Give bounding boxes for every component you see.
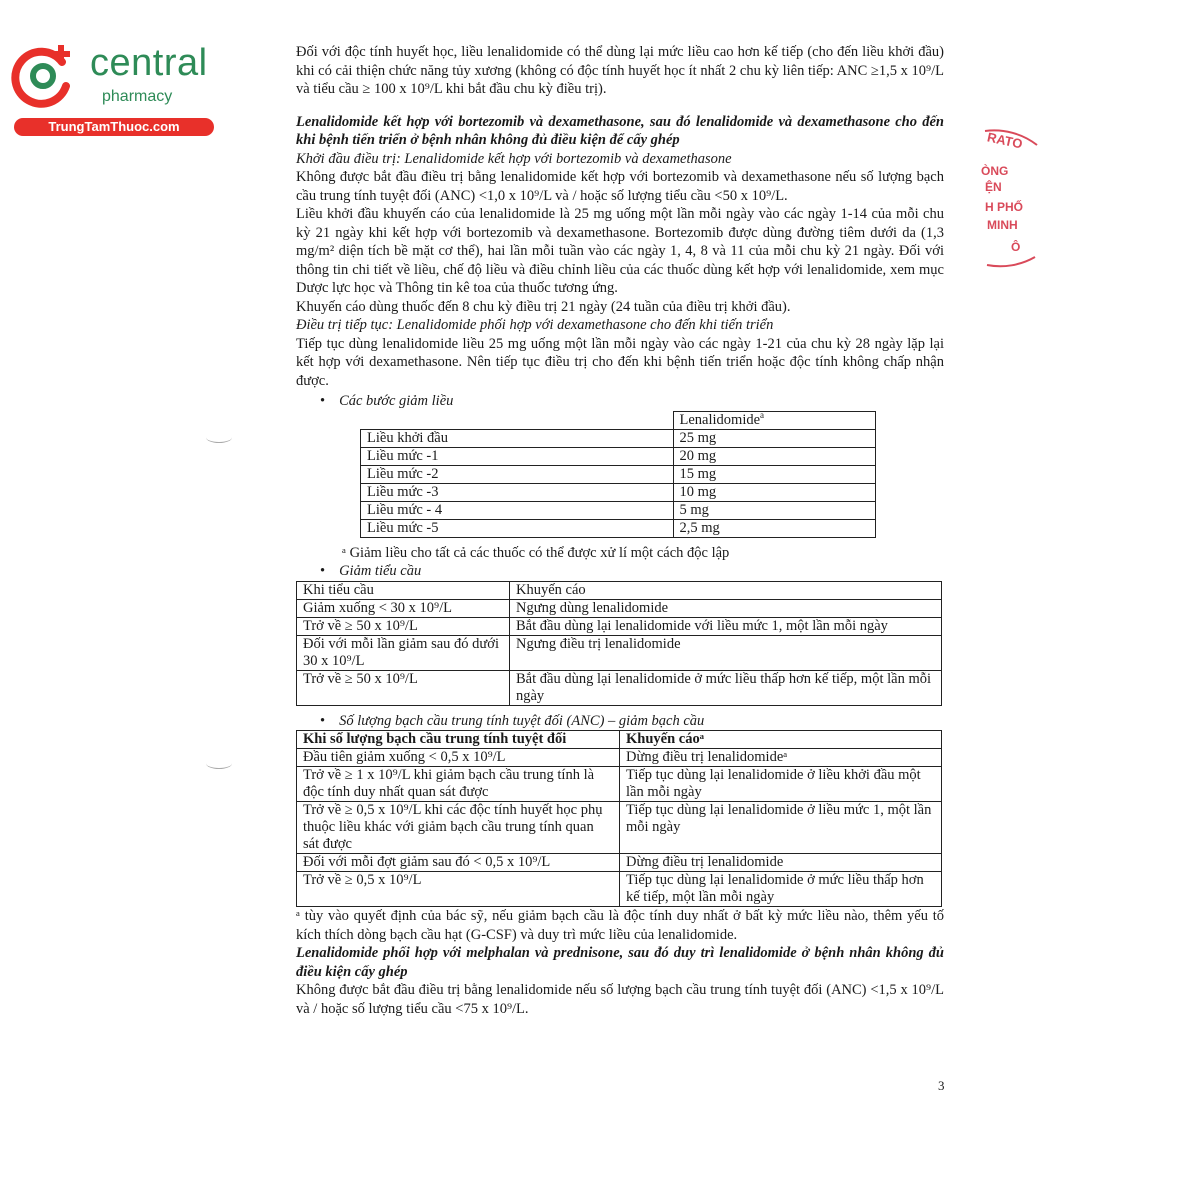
table-row: Trở về ≥ 0,5 x 10⁹/L Tiếp tục dùng lại lenalidomide ở mức liều thấp hơn kế tiếp, một lần mỗi ngày [297,872,942,907]
scan-mark [206,432,232,443]
table-row: Giảm xuống < 30 x 10⁹/L Ngưng dùng lenalidomide [297,599,942,617]
brand-subtitle: pharmacy [102,88,173,105]
document-body [296,43,944,1018]
bullet-dose-reduction: • Các bước giảm liều [320,392,944,411]
table-row: Liều khởi đầu 25 mg [361,429,876,447]
platelet-table [296,581,942,706]
table-row: Đối với mỗi đợt giảm sau đó < 0,5 x 10⁹/L Dừng điều trị lenalidomide [297,854,942,872]
anc-footnote: ᵃ tùy vào quyết định của bác sỹ, nếu giảm bạch cầu là độc tính duy nhất ở bất kỳ mức liều nào, thêm yếu tố kích thích dòng bạch cầu hạt (G-CSF) và duy trì mức liều của lenalidomide. [296,908,944,943]
table-row: Trở về ≥ 50 x 10⁹/L Bắt đầu dùng lại lenalidomide ở mức liều thấp hơn kế tiếp, một lần mỗi ngày [297,670,942,705]
section2-title: Lenalidomide phối hợp với melphalan và prednisone, sau đó duy trì lenalidomide ở bệnh nhân không đủ điều kiện cấy ghép [296,945,944,980]
dose-table-header: Lenalidomide$^a$ [673,411,876,429]
section1-title: Lenalidomide kết hợp với bortezomib và dexamethasone, sau đó lenalidomide và dexamethasone cho đến khi bệnh tiến triển ở bệnh nhân không đủ điều kiện để cấy ghép [296,113,944,148]
dose-reduction-table [360,411,876,538]
bullet-anc: • Số lượng bạch cầu trung tính tuyệt đối (ANC) – giảm bạch cầu [320,712,944,731]
section1-paragraph-1: Không được bắt đầu điều trị bằng lenalidomide kết hợp với bortezomib và dexamethasone nếu số lượng bạch cầu trung tính tuyệt đối (ANC) <1,0 x 10⁹/L và / hoặc số lượng tiểu cầu <50 x 10⁹/L. [296,169,944,204]
platelet-header-condition: Khi tiểu cầu [297,581,510,599]
table-row: Trở về ≥ 1 x 10⁹/L khi giảm bạch cầu trung tính là độc tính duy nhất quan sát được Tiếp tục dùng lại lenalidomide ở liều khởi đầu một lần mỗi ngày [297,767,942,802]
table-row: Đối với mỗi lần giảm sau đó dưới 30 x 10⁹/L Ngưng điều trị lenalidomide [297,635,942,670]
table-row: Liều mức - 4 5 mg [361,501,876,519]
table-row: Trở về ≥ 50 x 10⁹/L Bắt đầu dùng lại lenalidomide với liều mức 1, một lần mỗi ngày [297,617,942,635]
svg-text:Ô: Ô [1011,240,1021,254]
pharmacy-cross-icon [10,42,76,108]
svg-text:H PHỐ: H PHỐ [985,200,1024,214]
section1-subtitle-2: Điều trị tiếp tục: Lenalidomide phối hợp với dexamethasone cho đến khi tiến triển [296,317,774,333]
table-row: Liều mức -2 15 mg [361,465,876,483]
page-number: 3 [938,1078,945,1093]
table-row: Liều mức -5 2,5 mg [361,519,876,537]
scan-mark [206,758,232,769]
anc-header-condition: Khi số lượng bạch cầu trung tính tuyệt đối [297,731,620,749]
dose-footnote: ᵃ Giảm liều cho tất cả các thuốc có thể được xử lí một cách độc lập [342,544,730,561]
brand-name: central [90,42,208,84]
platelet-header-recommendation: Khuyến cáo [510,581,942,599]
section1-paragraph-3: Khuyến cáo dùng thuốc đến 8 chu kỳ điều trị 21 ngày (24 tuần của điều trị khởi đầu). [296,298,791,315]
table-row: Trở về ≥ 0,5 x 10⁹/L khi các độc tính huyết học phụ thuộc liều khác với giảm bạch cầu trung tính quan sát được Tiếp tục dùng lại lenalidomide ở liều mức 1, một lần mỗi ngày [297,802,942,854]
table-row: Liều mức -3 10 mg [361,483,876,501]
svg-text:MINH: MINH [987,218,1018,232]
brand-url: TrungTamThuoc.com [14,118,214,136]
section1-subtitle: Khởi đầu điều trị: Lenalidomide kết hợp với bortezomib và dexamethasone [296,150,732,167]
anc-table [296,730,942,907]
red-stamp [975,125,1045,275]
section1-paragraph-2: Liều khởi đầu khuyến cáo của lenalidomide là 25 mg uống một lần mỗi ngày vào các ngày 1-14 của mỗi chu kỳ 21 ngày khi kết hợp với bortezomib và dexamethasone. Bortezomib được dùng đường tiêm dưới da (1,3 mg/m² diện tích bề mặt cơ thể), hai lần mỗi tuần vào các ngày 1, 4, 8 và 11 của mỗi chu kỳ 21 ngày. Đối với thông tin chi tiết về liều, chế độ liều và điều chỉnh liều của các thuốc dùng kết hợp với lenalidomide, xem mục Dược lực học và Thông tin kê toa của thuốc tương ứng. [296,206,944,296]
svg-text:RATO: RATO [985,129,1024,152]
section2-paragraph-1: Không được bắt đầu điều trị bằng lenalidomide nếu số lượng bạch cầu trung tính tuyệt đối (ANC) <1,5 x 10⁹/L và / hoặc số lượng tiểu cầu <75 x 10⁹/L. [296,982,944,1017]
section1-paragraph-4: Tiếp tục dùng lenalidomide liều 25 mg uống một lần mỗi ngày vào các ngày 1-21 của chu kỳ 28 ngày lặp lại kết hợp với dexamethasone. Nên tiếp tục điều trị cho đến khi bệnh tiến triển hoặc độc tính không chấp nhận được. [296,335,944,389]
intro-paragraph: Đối với độc tính huyết học, liều lenalidomide có thể dùng lại mức liều cao hơn kế tiếp (cho đến liều khởi đầu) khi có cải thiện chức năng tủy xương (không có độc tính huyết học ít nhất 2 chu kỳ liên tiếp: ANC ≥1,5 x 10⁹/L và tiểu cầu ≥ 100 x 10⁹/L khi bắt đầu chu kỳ điều trị). [296,44,944,97]
table-row: Liều mức -1 20 mg [361,447,876,465]
anc-header-recommendation: Khuyến cáoᵃ [620,731,942,749]
svg-text:ÒNG: ÒNG [981,164,1009,178]
svg-text:ỆN: ỆN [985,180,1002,194]
table-row: Đầu tiên giảm xuống < 0,5 x 10⁹/L Dừng điều trị lenalidomideᵃ [297,749,942,767]
brand-logo [10,38,215,138]
bullet-platelets: • Giảm tiểu cầu [320,562,944,581]
